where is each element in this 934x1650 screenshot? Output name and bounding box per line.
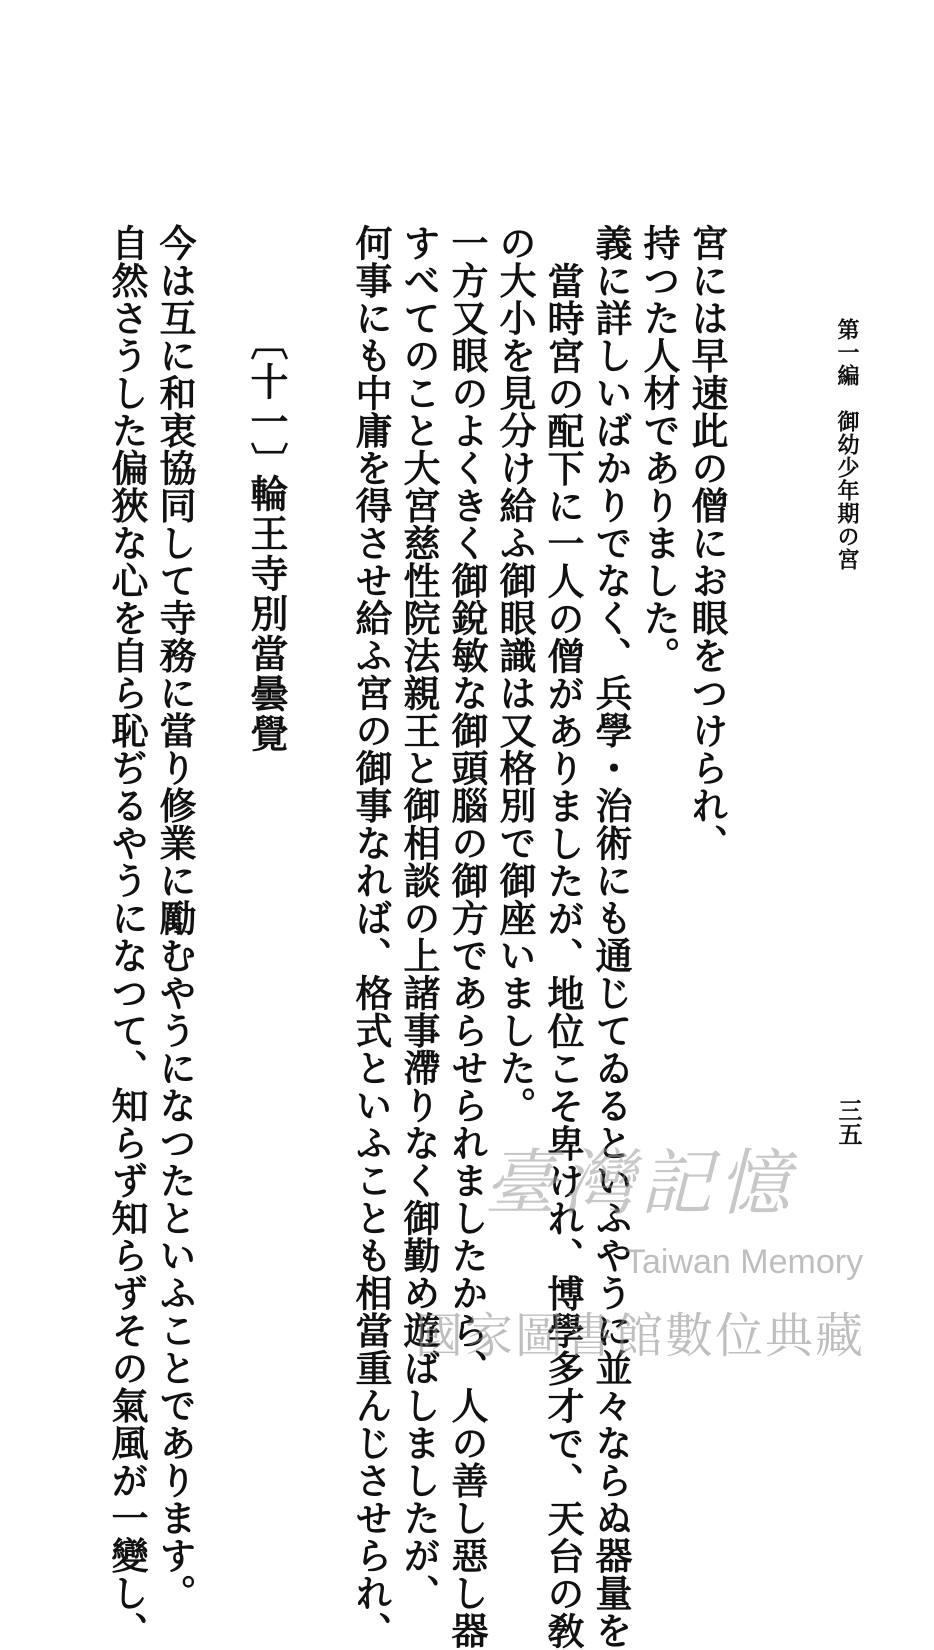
paragraph1-line2: 今は互に和衷協同して寺務に當り修業に勵むやうになつたといふことであります。 bbox=[153, 224, 197, 1612]
paragraph2-line7: 持つた人材でありました。 bbox=[637, 224, 681, 674]
paragraph2-line3: 一方又眼のよくきく御銳敏な御頭腦の御方であらせられましたから、人の善し惡し器 bbox=[445, 224, 489, 1649]
paragraph2-line1: 何事にも中庸を得させ給ふ宮の御事なれば、格式といふことも相當重んじさせられ、 bbox=[349, 224, 393, 1649]
paragraph2-line2: すべてのこと大宮慈性院法親王と御相談の上諸事滯りなく御勤め遊ばしましたが、 bbox=[397, 224, 441, 1612]
paragraph2-line4: の大小を見分け給ふ御眼識は又格別で御座いました。 bbox=[493, 224, 537, 1124]
page-number: 三五 bbox=[834, 1098, 863, 1146]
watermark-english: Taiwan Memory bbox=[625, 1243, 864, 1281]
section-number: 〔十一〕 bbox=[244, 322, 289, 482]
paragraph2-line5: 當時宮の配下に一人の僧がありましたが、地位こそ卑けれ、博學多才で、天台の敎 bbox=[541, 262, 585, 1650]
paragraph1-line1: 自然さうした偏狹な心を自ら恥ぢるやうになつて、知らず知らずその氣風が一變し、 bbox=[105, 224, 149, 1649]
section-title: 輪王寺別當曇覺 bbox=[244, 474, 289, 754]
watermark-org: 國家圖書館數位典藏 bbox=[414, 1308, 865, 1364]
running-head: 第一編 御幼少年期の宮 bbox=[834, 318, 860, 571]
paragraph2-line8: 宮には早速此の僧にお眼をつけられ、 bbox=[685, 224, 729, 862]
paragraph2-line6: 義に詳しいばかりでなく、兵學・治術にも通じてゐるといふやうに並々ならぬ器量を bbox=[589, 224, 633, 1649]
watermark-calligraphy: 臺灣記憶 bbox=[483, 1141, 796, 1225]
